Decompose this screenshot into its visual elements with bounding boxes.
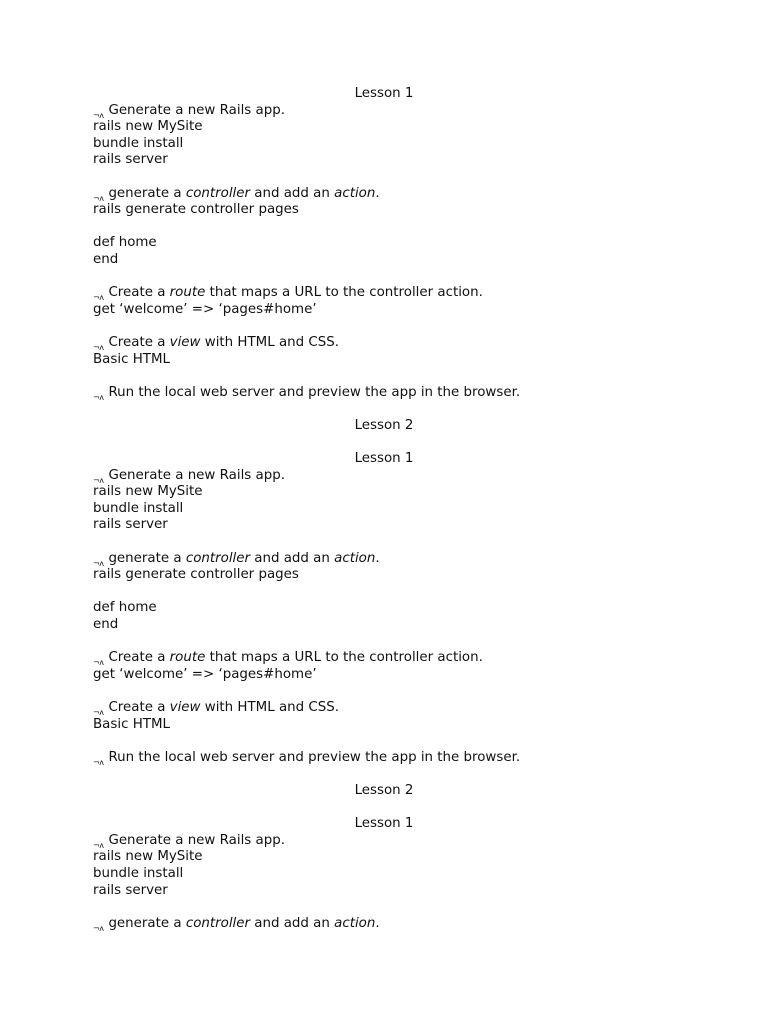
- blank-line: [93, 899, 675, 916]
- blank-line: [93, 318, 675, 335]
- code-line: [93, 667, 675, 684]
- code-text: rails server: [93, 152, 168, 168]
- code-line: [93, 302, 675, 319]
- step-create-route: [93, 285, 675, 302]
- bullet-icon: ¬ʌ: [93, 110, 104, 120]
- blank-line: [93, 733, 675, 750]
- code-line: [93, 119, 675, 136]
- code-text: end: [93, 251, 119, 267]
- blank-line: [93, 169, 675, 186]
- step-generate-app: [93, 468, 675, 485]
- code-line: [93, 866, 675, 883]
- code-line: [93, 352, 675, 369]
- step-text: and add an: [250, 185, 335, 201]
- step-text: Create a: [108, 699, 170, 715]
- code-text: get ‘welcome’ => ‘pages#home’: [93, 666, 317, 682]
- emphasis-text: action: [334, 185, 376, 201]
- bullet-icon: ¬ʌ: [93, 475, 104, 485]
- code-line: [93, 567, 675, 584]
- code-line: [93, 600, 675, 617]
- blank-line: [93, 584, 675, 601]
- step-text: .: [375, 185, 380, 201]
- code-text: rails new MySite: [93, 119, 203, 135]
- code-text: bundle install: [93, 135, 184, 151]
- bullet-icon: ¬ʌ: [93, 392, 104, 402]
- lesson-heading-text: Lesson 2: [354, 782, 414, 798]
- code-line: [93, 235, 675, 252]
- code-text: rails server: [93, 517, 168, 533]
- code-text: Basic HTML: [93, 351, 170, 367]
- lesson-heading: [93, 783, 675, 800]
- code-text: bundle install: [93, 865, 184, 881]
- blank-line: [93, 683, 675, 700]
- emphasis-text: controller: [185, 915, 251, 931]
- code-text: rails generate controller pages: [93, 202, 299, 218]
- lesson-heading: [93, 451, 675, 468]
- code-text: bundle install: [93, 500, 184, 516]
- bullet-icon: ¬ʌ: [93, 342, 104, 352]
- code-line: [93, 501, 675, 518]
- step-text: Run the local web server and preview the app in the browser.: [108, 384, 521, 400]
- code-line: [93, 849, 675, 866]
- code-line: [93, 883, 675, 900]
- step-text: generate a: [108, 915, 186, 931]
- blank-line: [93, 434, 675, 451]
- code-line: [93, 152, 675, 169]
- bullet-icon: ¬ʌ: [93, 193, 104, 203]
- code-text: def home: [93, 600, 157, 616]
- step-text: Create a: [108, 334, 170, 350]
- code-text: rails new MySite: [93, 849, 203, 865]
- step-text: .: [375, 550, 380, 566]
- blank-line: [93, 401, 675, 418]
- step-create-view: [93, 335, 675, 352]
- bullet-icon: ¬ʌ: [93, 658, 104, 668]
- emphasis-text: controller: [185, 550, 251, 566]
- lesson-heading-text: Lesson 1: [354, 86, 414, 101]
- step-text: generate a: [108, 185, 186, 201]
- lesson-heading-text: Lesson 1: [354, 451, 414, 467]
- step-generate-controller: [93, 551, 675, 568]
- step-text: that maps a URL to the controller action.: [205, 650, 483, 666]
- bullet-icon: ¬ʌ: [93, 923, 104, 933]
- blank-line: [93, 766, 675, 783]
- step-text: Generate a new Rails app.: [108, 832, 285, 848]
- code-line: [93, 617, 675, 634]
- bullet-icon: ¬ʌ: [93, 707, 104, 717]
- blank-line: [93, 219, 675, 236]
- step-text: Generate a new Rails app.: [108, 102, 285, 118]
- code-text: get ‘welcome’ => ‘pages#home’: [93, 301, 317, 317]
- code-text: rails generate controller pages: [93, 567, 299, 583]
- step-generate-controller: [93, 186, 675, 203]
- code-text: rails server: [93, 882, 168, 898]
- code-line: [93, 717, 675, 734]
- step-text: Generate a new Rails app.: [108, 467, 285, 483]
- blank-line: [93, 269, 675, 286]
- blank-line: [93, 800, 675, 817]
- emphasis-text: view: [169, 334, 201, 350]
- step-text: generate a: [108, 550, 186, 566]
- lesson-heading: [93, 418, 675, 435]
- step-generate-app: [93, 103, 675, 120]
- step-text: with HTML and CSS.: [200, 699, 339, 715]
- blank-line: [93, 534, 675, 551]
- step-create-view: [93, 700, 675, 717]
- step-run-server: [93, 750, 675, 767]
- lesson-heading: [93, 816, 675, 833]
- step-run-server: [93, 385, 675, 402]
- code-line: [93, 517, 675, 534]
- step-text: and add an: [250, 550, 335, 566]
- emphasis-text: controller: [185, 185, 251, 201]
- step-generate-app: [93, 833, 675, 850]
- step-text: Run the local web server and preview the app in the browser.: [108, 749, 521, 765]
- emphasis-text: action: [334, 915, 376, 931]
- bullet-icon: ¬ʌ: [93, 840, 104, 850]
- lesson-heading: [93, 86, 675, 103]
- code-text: end: [93, 617, 119, 632]
- step-text: and add an: [250, 915, 335, 931]
- emphasis-text: route: [169, 285, 206, 301]
- step-text: Create a: [108, 650, 170, 666]
- blank-line: [93, 368, 675, 385]
- code-line: [93, 136, 675, 153]
- code-line: [93, 202, 675, 219]
- step-text: Create a: [108, 285, 170, 301]
- code-text: Basic HTML: [93, 716, 170, 732]
- blank-line: [93, 634, 675, 651]
- document-body: [93, 86, 675, 932]
- bullet-icon: ¬ʌ: [93, 757, 104, 767]
- step-generate-controller: [93, 916, 675, 933]
- bullet-icon: ¬ʌ: [93, 558, 104, 568]
- code-line: [93, 252, 675, 269]
- bullet-icon: ¬ʌ: [93, 293, 104, 303]
- emphasis-text: route: [169, 650, 206, 666]
- step-text: that maps a URL to the controller action.: [205, 285, 483, 301]
- code-text: rails new MySite: [93, 484, 203, 500]
- emphasis-text: action: [334, 550, 376, 566]
- step-text: with HTML and CSS.: [200, 334, 339, 350]
- emphasis-text: view: [169, 699, 201, 715]
- step-text: .: [375, 915, 380, 931]
- step-create-route: [93, 650, 675, 667]
- lesson-heading-text: Lesson 1: [354, 816, 414, 832]
- code-text: def home: [93, 235, 157, 251]
- lesson-heading-text: Lesson 2: [354, 417, 414, 433]
- code-line: [93, 484, 675, 501]
